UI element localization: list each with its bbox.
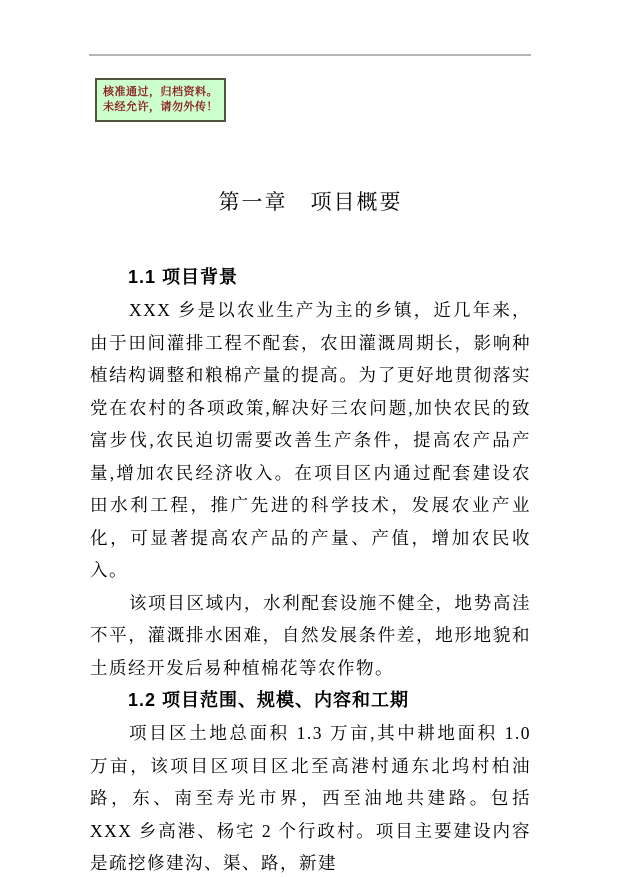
stamp-line-2: 未经允许，请勿外传！: [103, 101, 218, 113]
chapter-title: 第一章 项目概要: [218, 190, 403, 214]
section-heading-1-1: 1.1 项目背景: [128, 267, 239, 287]
header-divider: [89, 54, 531, 56]
paragraph: 该项目区域内，水利配套设施不健全，地势高洼不平，灌溉排水困难，自然发展条件差，地形地貌和土质经开发后易种植棉花等农作物。: [90, 592, 531, 678]
section-heading-1-2: 1.2 项目范围、规模、内容和工期: [128, 690, 410, 710]
paragraph: XXX 乡是以农业生产为主的乡镇，近几年来，由于田间灌排工程不配套，农田灌溉周期长，影响种植结构调整和粮棉产量的提高。为了更好地贯彻落实党在农村的各项政策,解决好三农问题,加快农民的致富步伐,农民迫切需要改善生产条件，提高农产品产量,增加农民经济收入。在项目区内通过配套建设农田水利工程，推广先进的科学技术，发展农业产业化，可显著提高农产品的产量、产值，增加农民收入。: [90, 300, 531, 580]
approval-stamp: [95, 78, 226, 122]
stamp-line-1: 核准通过，归档资料。: [103, 86, 218, 98]
paragraph: 项目区土地总面积 1.3 万亩,其中耕地面积 1.0 万亩，该项目区项目区北至高港村通东北坞村柏油路，东、南至寿光市界，西至油地共建路。包括 XXX 乡高港、杨宅 2 个行政村。项目主要建设内容是疏挖修建沟、渠、路，新建: [90, 723, 531, 873]
document-body: [90, 186, 531, 877]
